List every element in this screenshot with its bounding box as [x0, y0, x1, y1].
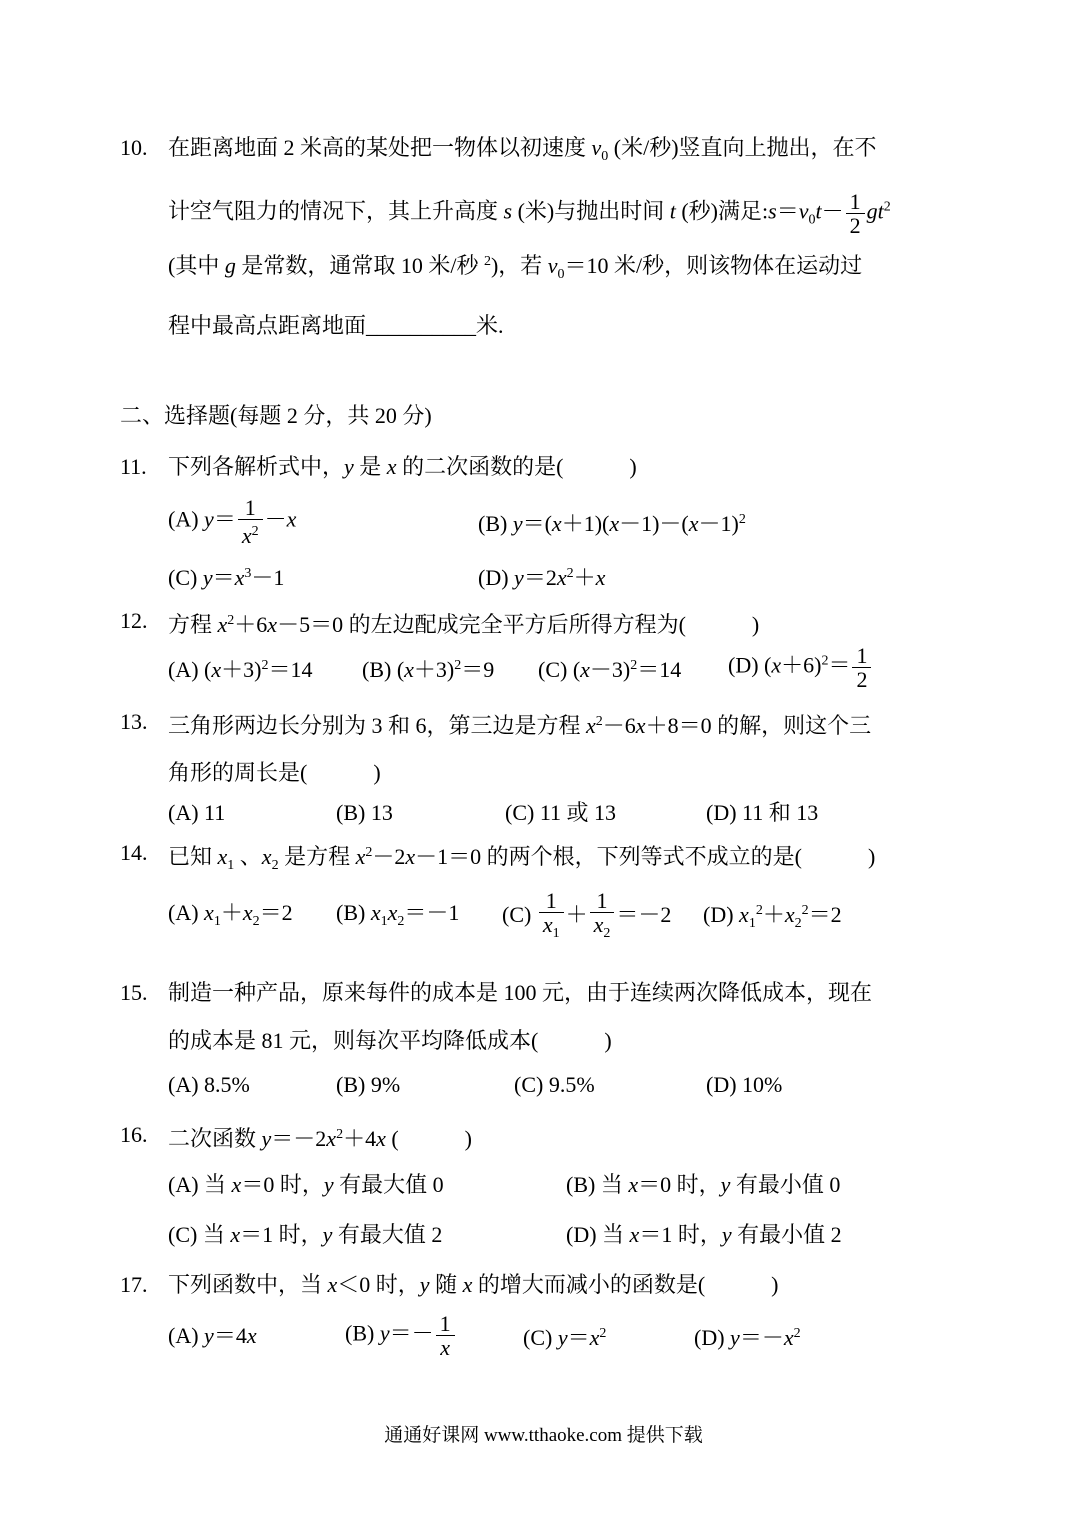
question-text: 方程 $x^2+6x-5=0$ 的左边配成完全平方后所得方程为( )	[168, 612, 760, 637]
option-d: (D) 10%	[706, 1072, 783, 1097]
question-number: 12.	[120, 608, 148, 633]
question-10	[120, 133, 1000, 341]
option-a: (A) $x_1+x_2=2$	[168, 899, 293, 929]
options-row	[168, 1312, 1000, 1359]
option-b: (B) $y=(x+1)(x-1)-(x-1)^2$	[478, 510, 746, 536]
question-text: 已知 $x_1$ 、$x_2$ 是方程 $x^2-2x-1=0$ 的两个根，下列等式不成立的是( )	[168, 844, 876, 873]
option-a: (A) y＝ $\frac{1}{x^2}$ －x	[168, 495, 297, 548]
question-13	[120, 707, 1000, 828]
question-number: 17.	[120, 1272, 148, 1297]
options-row	[168, 644, 1000, 691]
option-c: (C) 9.5%	[514, 1072, 595, 1097]
option-c: (C) 当 x＝1 时，y 有最大值 2	[168, 1222, 443, 1247]
option-b: (B) $x_1x_2=-1$	[336, 899, 460, 929]
fraction: $\frac{1}{x_2}$	[590, 889, 615, 945]
question-line	[120, 1270, 1000, 1300]
option-b: (B) 9%	[336, 1072, 401, 1097]
question-line	[120, 707, 1000, 741]
question-text: 三角形两边长分别为 3 和 6，第三边是方程 $x^2-6x+8=0$ 的解，则这个三	[168, 713, 872, 738]
question-text: 制造一种产品，原来每件的成本是 100 元，由于连续两次降低成本，现在	[168, 980, 873, 1005]
options-row	[168, 1170, 1000, 1200]
question-text-with-answer-blank: 程中最高点距离地面__________米.	[168, 313, 504, 338]
question-line	[120, 838, 1000, 881]
option-d: (D) $(x+6)^2=$ $\frac{1}{2}$	[728, 644, 873, 691]
fraction: $\frac{1}{2}$	[846, 190, 865, 237]
question-line	[120, 606, 1000, 640]
option-d: (D) $y=-x^2$	[694, 1324, 801, 1350]
options-row	[168, 1220, 1000, 1250]
fraction: $\frac{1}{x^2}$	[238, 496, 263, 547]
option-b: (B) $(x+3)^2=9$	[362, 656, 495, 682]
option-a: (A) 当 x＝0 时，y 有最大值 0	[168, 1172, 444, 1197]
question-line	[120, 133, 1000, 172]
question-number: 14.	[120, 840, 148, 865]
question-text: 下列各解析式中，y 是 x 的二次函数的是( )	[168, 454, 637, 479]
option-b: (B) 当 x＝0 时，y 有最小值 0	[566, 1172, 841, 1197]
question-line	[120, 452, 1000, 482]
option-a: (A) 11	[168, 800, 226, 825]
footer-watermark: 通通好课网 www.tthaoke.com 提供下载	[384, 1425, 703, 1446]
question-text: 二次函数 $y=-2x^2+4x$ ( )	[168, 1126, 472, 1151]
question-number: 11.	[120, 454, 147, 479]
question-line	[120, 978, 1000, 1008]
option-d: (D) 11 和 13	[706, 800, 819, 825]
option-d: (D) $y=2x^2+x$	[478, 565, 606, 590]
option-a: (A) $(x+3)^2=14$	[168, 656, 313, 682]
option-d: (D) 当 x＝1 时，y 有最小值 2	[566, 1222, 842, 1247]
options-row	[168, 798, 1000, 828]
question-11	[120, 452, 1000, 593]
option-c: (C) $y=x^2$	[523, 1324, 607, 1350]
options-row	[168, 1070, 1000, 1100]
options-row	[168, 559, 1000, 593]
options-row	[168, 496, 1000, 547]
question-number: 10.	[120, 135, 148, 160]
question-text: 的成本是 81 元，则每次平均降低成本( )	[168, 1028, 612, 1053]
fraction: $\frac{1}{x_1}$	[539, 889, 564, 945]
question-number: 15.	[120, 980, 148, 1005]
question-17	[120, 1270, 1000, 1359]
exam-content	[120, 133, 1000, 1359]
option-a: (A) y＝4x	[168, 1322, 257, 1348]
option-b: (B) 13	[336, 800, 393, 825]
option-b: (B) y＝－ $\frac{1}{x}$	[345, 1312, 523, 1359]
option-c: (C) $(x-3)^2=14$	[538, 656, 682, 682]
question-line	[120, 1120, 1000, 1154]
question-text: 在距离地面 2 米高的某处把一物体以初速度 $v_0$ (米/秒)竖直向上抛出，在不	[168, 135, 877, 164]
question-text: 计空气阻力的情况下，其上升高度 s (米)与抛出时间 t (秒)满足$:s=v_0t-$ $\frac{1}{2}$ $gt^2$	[168, 189, 891, 238]
option-c: (C) 11 或 13	[505, 800, 617, 825]
question-15	[120, 978, 1000, 1100]
option-d: (D) $x_1^2+x_2^2=2$	[703, 901, 842, 931]
question-text: 角形的周长是( )	[168, 760, 381, 785]
fraction: $\frac{1}{2}$	[852, 644, 871, 691]
fraction: $\frac{1}{x}$	[436, 1312, 455, 1359]
option-c: (C) $\frac{1}{x_1}$ ＋ $\frac{1}{x_2}$ ＝－2	[502, 889, 703, 945]
question-number: 16.	[120, 1122, 148, 1147]
section-title: 二、选择题(每题 2 分，共 20 分)	[120, 403, 432, 428]
question-14	[120, 838, 1000, 945]
option-a: (A) 8.5%	[168, 1072, 250, 1097]
question-text: 下列函数中，当 x＜0 时，y 随 x 的增大而减小的函数是( )	[168, 1272, 779, 1297]
option-c: (C) $y=x^3-1$	[168, 565, 285, 590]
question-text: (其中 g 是常数，通常取 10 米/秒 $^2$)，若 $v_0=10$ 米/秒，则该物体在运动过	[168, 253, 863, 282]
question-number: 13.	[120, 709, 148, 734]
question-12	[120, 606, 1000, 691]
options-row	[168, 889, 1000, 945]
question-16	[120, 1120, 1000, 1250]
